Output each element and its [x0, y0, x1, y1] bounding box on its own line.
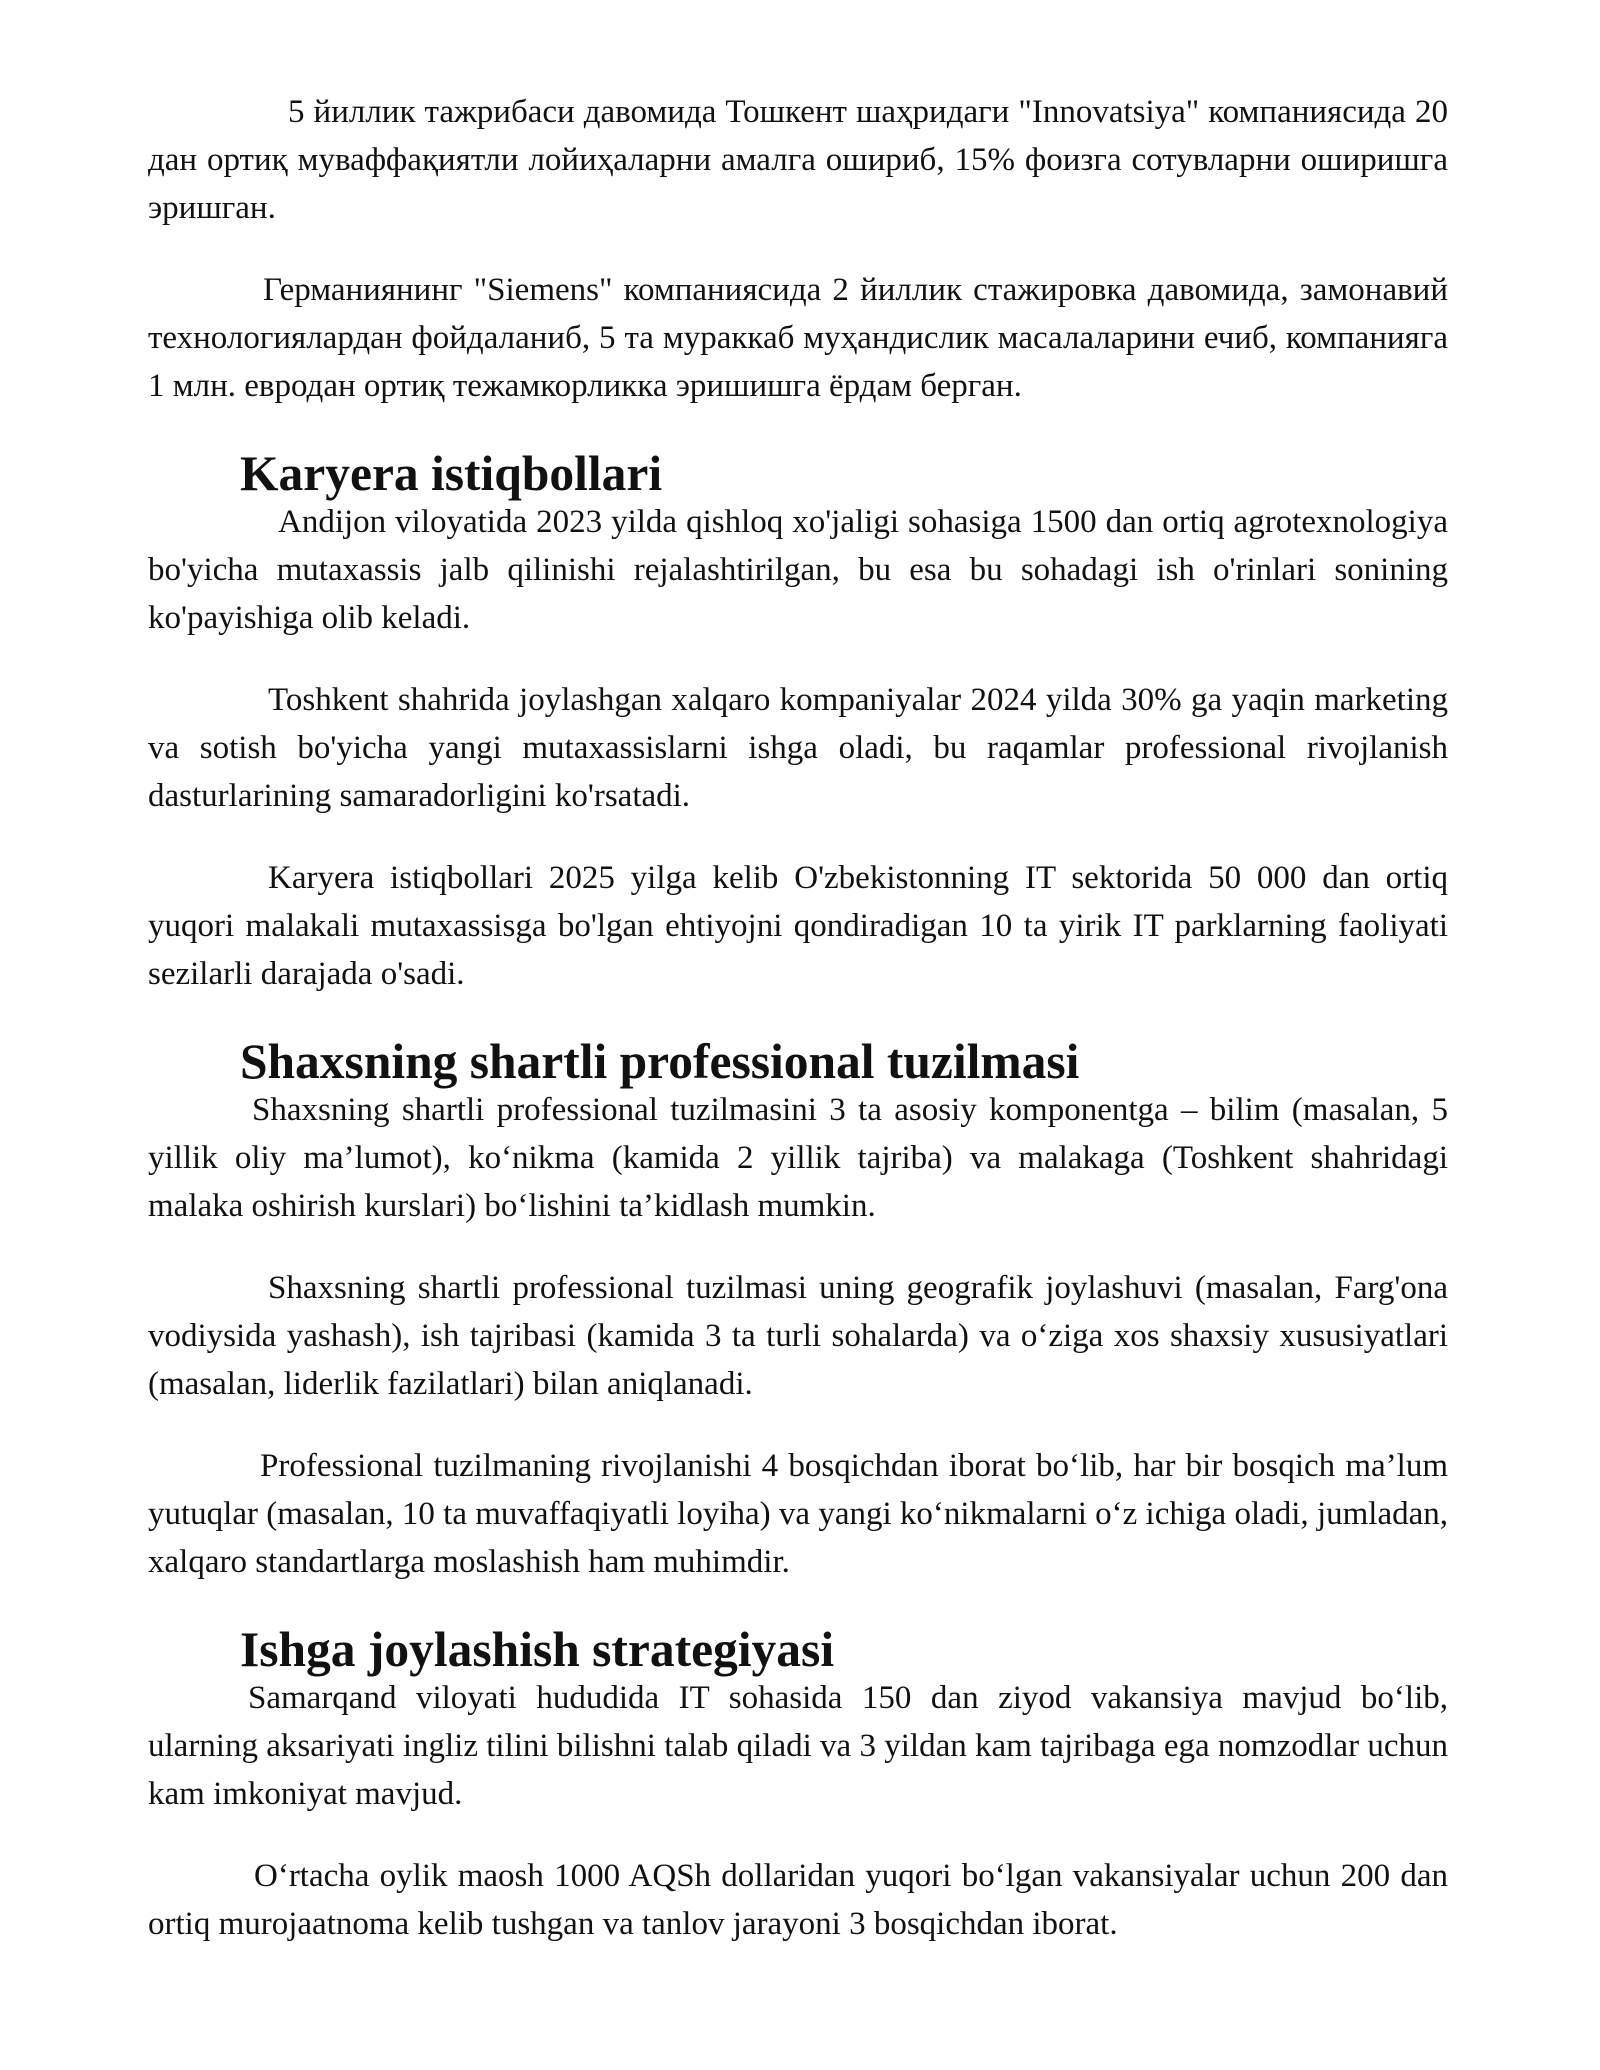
body-paragraph: Toshkent shahrida joylashgan xalqaro kompaniyalar 2024 yilda 30% ga yaqin marketing va sotish bo'yicha yangi mutaxassislarni ishga oladi, bu raqamlar professional rivojlanish dasturlarining samaradorligini ko'rsatadi. [148, 682, 1448, 814]
section-heading: Karyera istiqbollari [240, 446, 663, 501]
body-paragraph: Shaxsning shartli professional tuzilmasi uning geografik joylashuvi (masalan, Farg'ona vodiysida yashash), ish tajribasi (kamida 3 ta turli sohalarda) va o‘ziga xos shaxsiy xususiyatlari (masalan, liderlik fazilatlari) bilan aniqlanadi. [148, 1270, 1448, 1402]
section-job-search-strategy [148, 1622, 1448, 1948]
intro-paragraph: Германиянинг "Siemens" компаниясида 2 йиллик стажировка давомида, замонавий технологиялардан фойдаланиб, 5 та мураккаб муҳандислик масалаларини ечиб, компанияга 1 млн. евродан ортиқ тежамкорликка эришишга ёрдам берган. [148, 272, 1448, 404]
section-career-prospects [148, 446, 1448, 998]
section-heading: Shaxsning shartli professional tuzilmasi [240, 1034, 1080, 1089]
document-page [148, 88, 1448, 1982]
section-heading: Ishga joylashish strategiyasi [240, 1622, 835, 1677]
body-paragraph: Shaxsning shartli professional tuzilmasini 3 ta asosiy komponentga – bilim (masalan, 5 yillik oliy ma’lumot), ko‘nikma (kamida 2 yillik tajriba) va malakaga (Toshkent shahridagi malaka oshirish kurslari) bo‘lishini ta’kidlash mumkin. [148, 1092, 1448, 1224]
body-paragraph: Karyera istiqbollari 2025 yilga kelib O'zbekistonning IT sektorida 50 000 dan ortiq yuqori malakali mutaxassisga bo'lgan ehtiyojni qondiradigan 10 ta yirik IT parklarning faoliyati sezilarli darajada o'sadi. [148, 860, 1448, 992]
section-professional-structure [148, 1034, 1448, 1586]
intro-paragraph: 5 йиллик тажрибаси давомида Тошкент шаҳридаги "Innovatsiya" компаниясида 20 дан ортиқ муваффақиятли лойиҳаларни амалга ошириб, 15% фоизга сотувларни оширишга эришган. [148, 94, 1448, 226]
body-paragraph: Professional tuzilmaning rivojlanishi 4 bosqichdan iborat bo‘lib, har bir bosqich ma’lum yutuqlar (masalan, 10 ta muvaffaqiyatli loyiha) va yangi ko‘nikmalarni o‘z ichiga oladi, jumladan, xalqaro standartlarga moslashish ham muhimdir. [148, 1448, 1448, 1580]
body-paragraph: Andijon viloyatida 2023 yilda qishloq xo'jaligi sohasiga 1500 dan ortiq agrotexnologiya bo'yicha mutaxassis jalb qilinishi rejalashtirilgan, bu esa bu sohadagi ish o'rinlari sonining ko'payishiga olib keladi. [148, 504, 1448, 636]
body-paragraph: Samarqand viloyati hududida IT sohasida 150 dan ziyod vakansiya mavjud bo‘lib, ularning aksariyati ingliz tilini bilishni talab qiladi va 3 yildan kam tajribaga ega nomzodlar uchun kam imkoniyat mavjud. [148, 1680, 1448, 1812]
body-paragraph: O‘rtacha oylik maosh 1000 AQSh dollaridan yuqori bo‘lgan vakansiyalar uchun 200 dan ortiq murojaatnoma kelib tushgan va tanlov jarayoni 3 bosqichdan iborat. [148, 1858, 1448, 1942]
